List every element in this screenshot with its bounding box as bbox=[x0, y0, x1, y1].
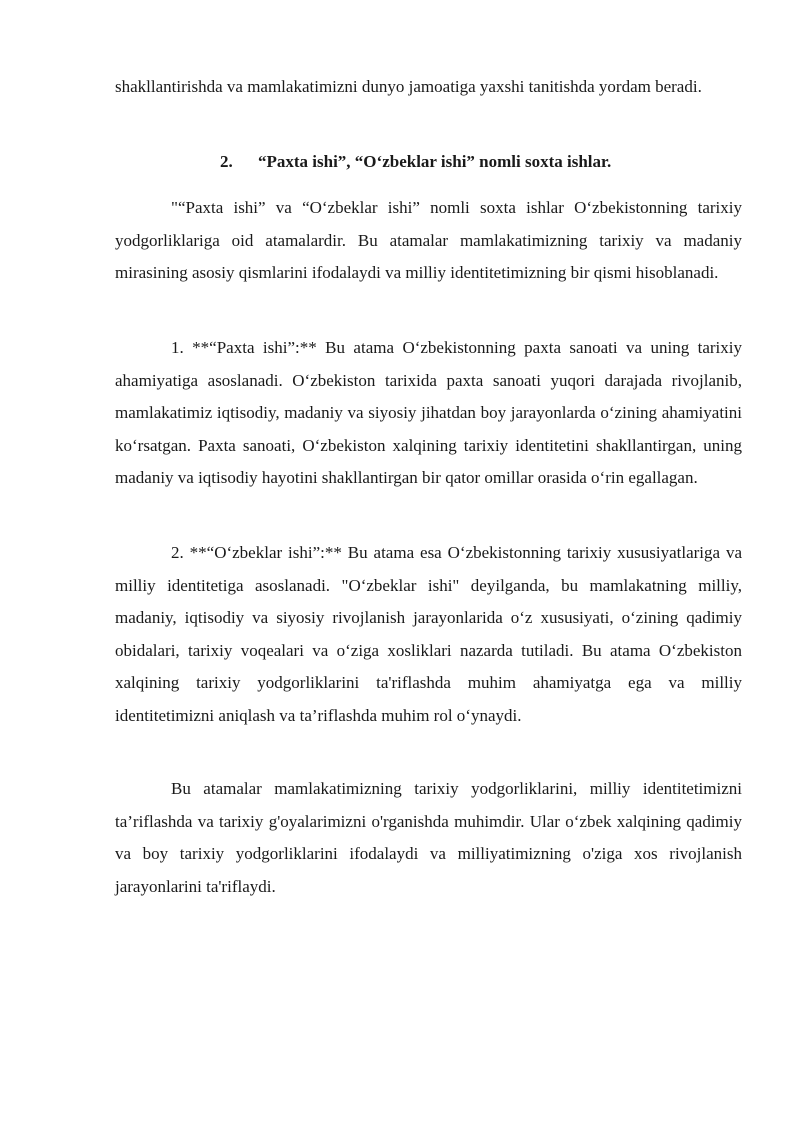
paragraph-text: "“Paxta ishi” va “O‘zbeklar ishi” nomli soxta ishlar O‘zbekistonning tarixiy yodgorliklariga oid atamalardir. Bu atamalar mamlakatimizning tarixiy va madaniy mirasining asosiy qismlarini ifodalaydi va milliy identitetimizning bir qismi hisoblanadi. bbox=[115, 198, 742, 282]
section-number: 2. bbox=[220, 152, 233, 171]
section-title: “Paxta ishi”, “O‘zbeklar ishi” nomli soxta ishlar. bbox=[258, 152, 612, 171]
paragraph-ozbeklar-ishi bbox=[115, 537, 742, 732]
paragraph-paxta-ishi bbox=[115, 332, 742, 495]
paragraph-text: 1. **“Paxta ishi”:** Bu atama O‘zbekistonning paxta sanoati va uning tarixiy ahamiyatiga asoslanadi. O‘zbekiston tarixida paxta sanoati yuqori darajada rivojlanib, mamlakatimiz iqtisodiy, madaniy va siyosiy jihatdan boy jarayonlarda o‘zining ahamiyatini ko‘rsatgan. Paxta sanoati, O‘zbekiston xalqining tarixiy identitetini shakllantirgan, uning madaniy va iqtisodiy hayotini shakllantirgan bir qator omillar orasida o‘rin egallagan. bbox=[115, 338, 742, 487]
paragraph-conclusion bbox=[115, 773, 742, 903]
continuation-text: shakllantirishda va mamlakatimizni dunyo jamoatiga yaxshi tanitishda yordam beradi. bbox=[115, 77, 702, 96]
continuation-paragraph bbox=[115, 71, 742, 104]
paragraph-intro bbox=[115, 192, 742, 290]
paragraph-text: Bu atamalar mamlakatimizning tarixiy yodgorliklarini, milliy identitetimizni ta’riflashda va tarixiy g'oyalarimizni o'rganishda muhimdir. Ular o‘zbek xalqining qadimiy va boy tarixiy yodgorliklarini ifodalaydi va milliyatimizning o'ziga xos rivojlanish jarayonlarini ta'riflaydi. bbox=[115, 779, 742, 896]
paragraph-text: 2. **“O‘zbeklar ishi”:** Bu atama esa O‘zbekistonning tarixiy xususiyatlariga va milliy identitetiga asoslanadi. "O‘zbeklar ishi" deyilganda, bu mamlakatning milliy, madaniy, iqtisodiy va siyosiy rivojlanish jarayonlarida o‘z xususiyati, o‘zining qadimiy obidalari, tarixiy voqealari va o‘ziga xosliklari nazarda tutiladi. Bu atama O‘zbekiston xalqining tarixiy yodgorliklarini ta'riflashda muhim ahamiyatga ega va milliy identitetimizni aniqlash va ta’riflashda muhim rol o‘ynaydi. bbox=[115, 543, 742, 725]
